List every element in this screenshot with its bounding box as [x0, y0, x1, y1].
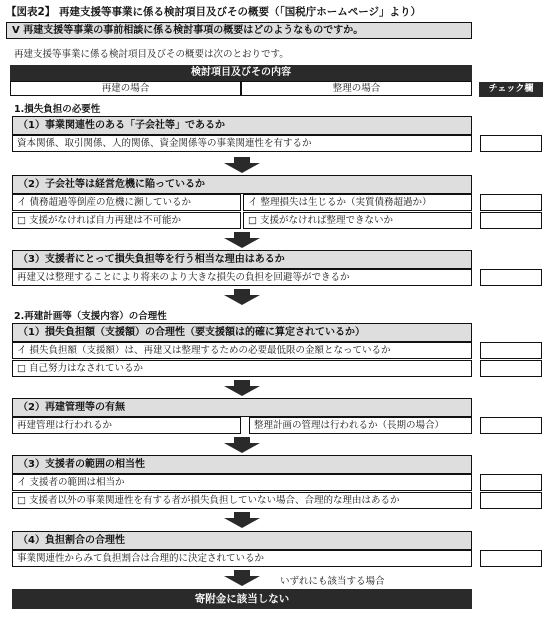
check-box[interactable] [480, 492, 542, 509]
item-row: イ 債務超過等倒産の危機に瀕しているか [12, 194, 241, 211]
question-box: Ⅴ 再建支援等事業の事前相談に係る検討事項の概要はどのようなものですか。 [6, 22, 472, 39]
check-box[interactable] [480, 360, 542, 377]
intro-text: 再建支援等事業に係る検討項目及びその概要は次のとおりです。 [14, 49, 289, 60]
down-arrow-icon [222, 289, 262, 305]
item-row: □ 支援がなければ自力再建は不可能か [12, 212, 241, 229]
item-row: □ 自己努力はなされているか [12, 360, 472, 377]
down-arrow-icon [222, 512, 262, 528]
column-header-liquidation: 整理の場合 [241, 81, 472, 96]
item-row: イ 支援者の範囲は相当か [12, 474, 472, 491]
item-header: （1）事業関連性のある「子会社等」であるか [12, 116, 472, 135]
item-row: □ 支援がなければ整理できないか [243, 212, 472, 229]
check-box[interactable] [480, 269, 542, 286]
final-result: 寄附金に該当しない [12, 589, 472, 609]
item-row: イ 損失負担額（支援額）は、再建又は整理するための必要最低限の金額となっているか [12, 342, 472, 359]
item-row: 再建管理は行われるか [12, 417, 241, 434]
down-arrow-icon [222, 570, 262, 586]
item-header: （4）負担割合の合理性 [12, 531, 472, 550]
down-arrow-icon [222, 380, 262, 396]
check-box[interactable] [480, 342, 542, 359]
check-box[interactable] [480, 135, 542, 152]
check-box[interactable] [480, 212, 542, 229]
item-header: （1）損失負担額（支援額）の合理性（要支援額は的確に算定されているか） [12, 323, 472, 342]
all-apply-note: いずれにも該当する場合 [280, 576, 385, 587]
column-header-rebuild: 再建の場合 [10, 81, 241, 96]
check-box[interactable] [480, 194, 542, 211]
check-column-header: チェック欄 [479, 82, 543, 97]
item-row: 整理計画の管理は行われるか（長期の場合） [249, 417, 472, 434]
check-box[interactable] [480, 417, 542, 434]
item-header: （3）支援者にとって損失負担等を行う相当な理由はあるか [12, 250, 472, 269]
item-row: イ 整理損失は生じるか（実質債務超過か） [243, 194, 472, 211]
check-box[interactable] [480, 550, 542, 567]
main-header: 検討項目及びその内容 [10, 65, 472, 81]
down-arrow-icon [222, 437, 262, 453]
item-row: □ 支援者以外の事業関連性を有する者が損失負担していない場合、合理的な理由はあるか [12, 492, 472, 509]
section-2-title: 2.再建計画等（支援内容）の合理性 [14, 311, 167, 322]
item-row: 資本関係、取引関係、人的関係、資金関係等の事業関連性を有するか [12, 135, 472, 152]
figure-title: 【図表2】 再建支援等事業に係る検討項目及びその概要（「国税庁ホームページ」より） [6, 6, 421, 18]
item-row: 事業関連性からみて負担割合は合理的に決定されているか [12, 550, 472, 567]
item-header: （3）支援者の範囲の相当性 [12, 455, 472, 474]
section-1-title: 1.損失負担の必要性 [14, 104, 101, 115]
item-row: 再建又は整理することにより将来のより大きな損失の負担を回避等ができるか [12, 269, 472, 286]
item-header: （2）再建管理等の有無 [12, 398, 472, 417]
down-arrow-icon [222, 232, 262, 248]
down-arrow-icon [222, 157, 262, 173]
item-header: （2）子会社等は経営危機に陥っているか [12, 175, 472, 194]
check-box[interactable] [480, 474, 542, 491]
